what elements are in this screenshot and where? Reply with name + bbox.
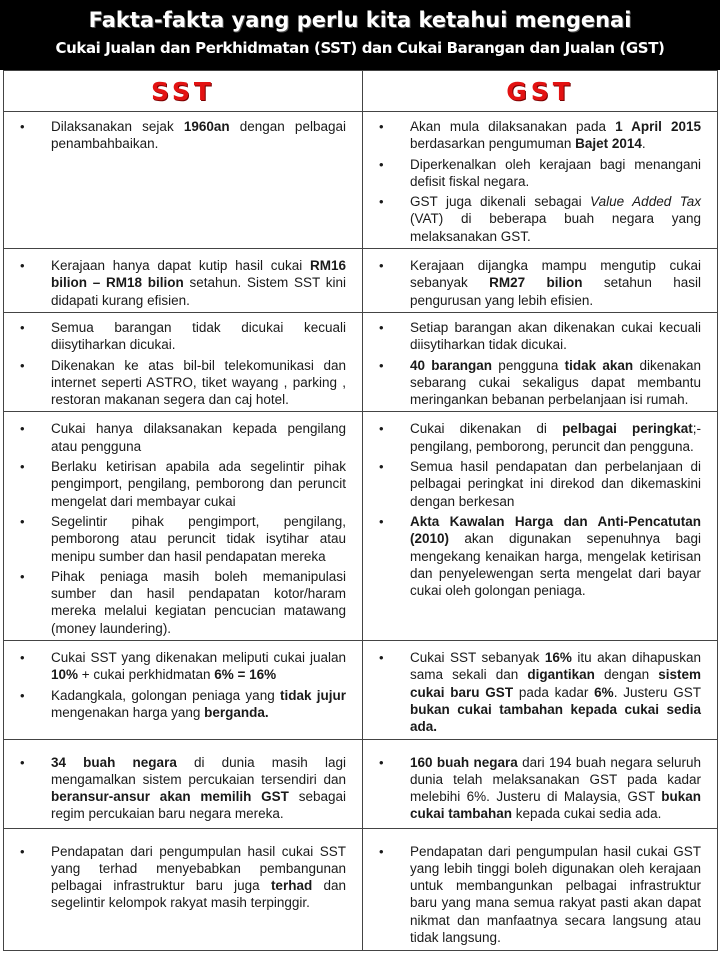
table-row xyxy=(4,641,718,739)
gst-point: • Semua hasil pendapatan dan perbelanjaan di pelbagai peringkat ini direkod dan dikemaskini dengan berkesan xyxy=(410,458,701,510)
gst-point: • Setiap barangan akan dikenakan cukai kecuali diisytiharkan tidak dicukai. xyxy=(410,319,701,354)
table-body xyxy=(4,112,718,951)
gst-cell xyxy=(363,312,718,411)
gst-point-list xyxy=(363,641,717,735)
sst-point-list xyxy=(4,740,362,823)
sst-point: • Dikenakan ke atas bil-bil telekomunikasi dan internet seperti ASTRO, tiket wayang , parking , restoran makanan segera dan caj hotel. xyxy=(51,357,346,409)
sst-cell xyxy=(4,312,363,411)
sst-point-list xyxy=(4,313,362,408)
gst-point: • 40 barangan pengguna tidak akan dikenakan sebarang cukai sekaligus dapat membantu meringankan bebanan perbelanjaan isi rumah. xyxy=(410,357,701,409)
sst-point: • Pihak peniaga masih boleh memanipulasi sumber dan hasil pendapatan kotor/haram mereka melalui kegiatan pencucian matawang (money laundering). xyxy=(51,568,346,637)
gst-point: • Cukai SST sebanyak 16% itu akan dihapuskan sama sekali dan digantikan dengan sistem cukai baru GST pada kadar 6%. Justeru GST bukan cukai tambahan kepada cukai sedia ada. xyxy=(410,649,701,735)
sst-column-header: SST xyxy=(4,71,363,112)
table-header-row xyxy=(4,71,718,112)
sst-point: • Cukai SST yang dikenakan meliputi cukai jualan 10% + cukai perkhidmatan 6% = 16% xyxy=(51,649,346,684)
sst-point-list xyxy=(4,112,362,153)
sst-cell xyxy=(4,828,363,950)
gst-point: • Kerajaan dijangka mampu mengutip cukai sebanyak RM27 bilion setahun hasil pengurusan yang lebih efisien. xyxy=(410,257,701,309)
sst-point: • Pendapatan dari pengumpulan hasil cukai SST yang terhad menyebabkan pembangunan pelbagai infrastruktur baru juga terhad dan segelintir kelompok rakyat masih terpinggir. xyxy=(51,843,346,912)
page-title: Fakta-fakta yang perlu kita ketahui mengenai xyxy=(88,8,632,32)
gst-cell xyxy=(363,249,718,313)
page-header xyxy=(0,0,720,70)
sst-point: • Segelintir pihak pengimport, pengilang, pemborong atau peruncit tidak isytihar atau menipu sumber dan hasil pendapatan mereka xyxy=(51,513,346,565)
page-subtitle: Cukai Jualan dan Perkhidmatan (SST) dan Cukai Barangan dan Jualan (GST) xyxy=(55,39,665,57)
sst-cell xyxy=(4,249,363,313)
gst-point: • Akta Kawalan Harga dan Anti-Pencatutan (2010) akan digunakan sepenuhnya bagi mengekang kenaikan harga, mengelak ketirisan dan penyelewengan serta mengelat dari bayar cukai oleh golongan peniaga. xyxy=(410,513,701,599)
gst-point-list xyxy=(363,829,717,947)
sst-point: • Semua barangan tidak dicukai kecuali diisytiharkan dicukai. xyxy=(51,319,346,354)
comparison-table xyxy=(3,70,718,951)
gst-point: • Pendapatan dari pengumpulan hasil cukai GST yang lebih tinggi boleh digunakan oleh kerajaan untuk membangunkan pelbagai infrastruktur baru yang mana semua rakyat pasti akan dapat nikmat dan manfaatnya secara langsung atau tidak langsung. xyxy=(410,843,701,947)
sst-point: • 34 buah negara di dunia masih lagi mengamalkan sistem percukaian tersendiri dan beransur-ansur akan memilih GST sebagai regim percukaian baru negara mereka. xyxy=(51,754,346,823)
table-row xyxy=(4,312,718,411)
gst-point-list xyxy=(363,313,717,408)
gst-point: • Cukai dikenakan di pelbagai peringkat;- pengilang, pemborong, peruncit dan pengguna. xyxy=(410,420,701,455)
table-row xyxy=(4,249,718,313)
sst-cell xyxy=(4,641,363,739)
gst-point: • 160 buah negara dari 194 buah negara seluruh dunia telah melaksanakan GST pada kadar melebihi 6%. Justeru di Malaysia, GST bukan cukai tambahan kepada cukai sedia ada. xyxy=(410,754,701,823)
gst-point: • GST juga dikenali sebagai Value Added Tax (VAT) di beberapa buah negara yang melaksanakan GST. xyxy=(410,193,701,245)
sst-point-list xyxy=(4,829,362,912)
sst-point: • Cukai hanya dilaksanakan kepada pengilang atau pengguna xyxy=(51,420,346,455)
sst-point: • Berlaku ketirisan apabila ada segelintir pihak pengimport, pengilang, pemborong dan peruncit mengelat dari membayar cukai xyxy=(51,458,346,510)
sst-point-list xyxy=(4,412,362,637)
table-row xyxy=(4,828,718,950)
sst-point-list xyxy=(4,641,362,721)
sst-point: • Kerajaan hanya dapat kutip hasil cukai RM16 bilion – RM18 bilion setahun. Sistem SST kini didapati kurang efisien. xyxy=(51,257,346,309)
sst-point: • Dilaksanakan sejak 1960an dengan pelbagai penambahbaikan. xyxy=(51,118,346,153)
sst-point: • Kadangkala, golongan peniaga yang tidak jujur mengenakan harga yang berganda. xyxy=(51,687,346,722)
sst-cell xyxy=(4,112,363,249)
gst-cell xyxy=(363,828,718,950)
gst-point-list xyxy=(363,740,717,823)
gst-cell xyxy=(363,641,718,739)
sst-cell xyxy=(4,412,363,641)
sst-point-list xyxy=(4,249,362,309)
gst-point-list xyxy=(363,412,717,599)
gst-cell xyxy=(363,739,718,828)
sst-cell xyxy=(4,739,363,828)
gst-column-header: GST xyxy=(363,71,718,112)
table-row xyxy=(4,412,718,641)
gst-point: • Diperkenalkan oleh kerajaan bagi menangani defisit fiskal negara. xyxy=(410,156,701,191)
gst-point-list xyxy=(363,249,717,309)
gst-point-list xyxy=(363,112,717,245)
table-row xyxy=(4,739,718,828)
gst-point: • Akan mula dilaksanakan pada 1 April 2015 berdasarkan pengumuman Bajet 2014. xyxy=(410,118,701,153)
table-row xyxy=(4,112,718,249)
gst-cell xyxy=(363,412,718,641)
gst-cell xyxy=(363,112,718,249)
